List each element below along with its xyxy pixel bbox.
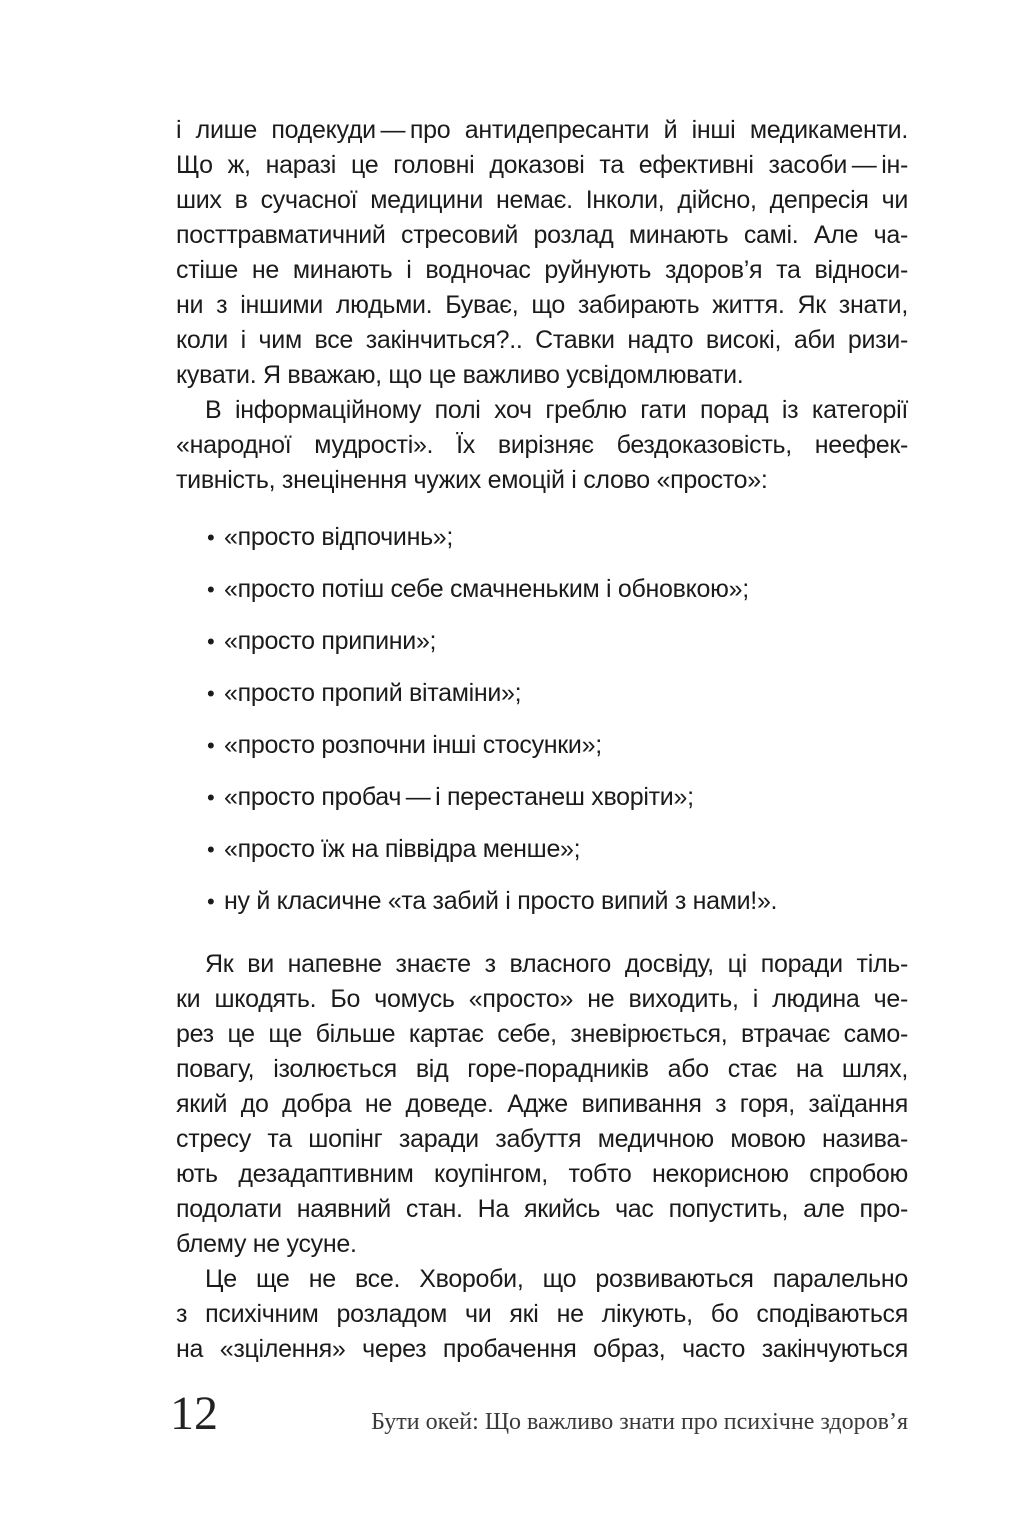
text-line: рез це ще більше картає себе, зневірюється, втрачає само- xyxy=(176,1020,908,1048)
bullet-icon: • xyxy=(207,733,215,758)
text-line: посттравматичний стресовий розлад минають самі. Але ча- xyxy=(176,221,908,249)
list-item-text: ну й класичне «та забий і просто випий з нами!». xyxy=(224,887,778,915)
text-line: Як ви напевне знаєте з власного досвіду, ці поради тіль- xyxy=(205,950,908,978)
list-item xyxy=(176,676,908,711)
list-item xyxy=(176,728,908,763)
text-line: блему не усуне. xyxy=(176,1230,357,1258)
text-line: «народної мудрості». Їх вирізняє бездоказовість, неефек- xyxy=(176,431,908,459)
text-line: який до добра не доведе. Адже випивання з горя, заїдання xyxy=(176,1090,908,1118)
text-line: стіше не минають і водночас руйнують здоров’я та відноси- xyxy=(176,256,908,284)
text-column xyxy=(176,113,908,1367)
list-item xyxy=(176,520,908,555)
bullet-icon: • xyxy=(207,577,215,602)
text-line: стресу та шопінг заради забуття медичною мовою назива- xyxy=(176,1125,908,1153)
bullet-icon: • xyxy=(207,837,215,862)
text-line: подолати наявний стан. На якийсь час попустить, але про- xyxy=(176,1195,908,1223)
list-item-text: «просто пропий вітаміни»; xyxy=(224,679,522,707)
list-item-text: «просто пробач — і перестанеш хворіти»; xyxy=(224,783,694,811)
list-item-text: «просто відпочинь»; xyxy=(224,523,454,551)
list-item xyxy=(176,884,908,919)
text-line: ших в сучасної медицини немає. Інколи, дійсно, депресія чи xyxy=(176,186,908,214)
list-item-text: «просто припини»; xyxy=(224,627,437,655)
text-line: повагу, ізолюється від горе-порадників або стає на шлях, xyxy=(176,1055,908,1083)
running-title: Бути окей: Що важливо знати про психічне здоров’я xyxy=(371,1409,908,1435)
bullet-icon: • xyxy=(207,525,215,550)
list-item xyxy=(176,780,908,815)
text-line: кувати. Я вважаю, що це важливо усвідомлювати. xyxy=(176,361,744,389)
text-line: на «зцілення» через пробачення образ, часто закінчуються xyxy=(176,1335,908,1363)
list-item-text: «просто розпочни інші стосунки»; xyxy=(224,731,602,759)
paragraph xyxy=(176,393,908,498)
paragraph xyxy=(176,1262,908,1367)
text-line: і лише подекуди — про антидепресанти й інші медикаменти. xyxy=(176,116,908,144)
page-footer xyxy=(170,1387,908,1440)
bullet-list xyxy=(176,520,908,919)
bullet-icon: • xyxy=(207,629,215,654)
paragraph xyxy=(176,113,908,393)
text-line: тивність, знецінення чужих емоцій і слово «просто»: xyxy=(176,466,768,494)
list-item xyxy=(176,572,908,607)
bullet-icon: • xyxy=(207,889,215,914)
list-item-text: «просто їж на піввідра менше»; xyxy=(224,835,581,863)
bullet-icon: • xyxy=(207,785,215,810)
paragraph xyxy=(176,947,908,1262)
page-number: 12 xyxy=(170,1387,218,1440)
list-item xyxy=(176,624,908,659)
list-item-text: «просто потіш себе смачненьким і обновкою»; xyxy=(224,575,749,603)
text-line: ють дезадаптивним коупінгом, тобто некорисною спробою xyxy=(176,1160,908,1188)
text-line: ни з іншими людьми. Буває, що забирають життя. Як знати, xyxy=(176,291,908,319)
text-line: ки шкодять. Бо чомусь «просто» не виходить, і людина че- xyxy=(176,985,908,1013)
text-line: В інформаційному полі хоч греблю гати порад із категорії xyxy=(205,396,908,424)
text-line: Що ж, наразі це головні доказові та ефективні засоби — ін- xyxy=(176,151,908,179)
text-line: Це ще не все. Хвороби, що розвиваються паралельно xyxy=(205,1265,908,1293)
bullet-icon: • xyxy=(207,681,215,706)
text-line: коли і чим все закінчиться?.. Ставки надто високі, аби ризи- xyxy=(176,326,908,354)
text-line: з психічним розладом чи які не лікують, бо сподіваються xyxy=(176,1300,908,1328)
list-item xyxy=(176,832,908,867)
